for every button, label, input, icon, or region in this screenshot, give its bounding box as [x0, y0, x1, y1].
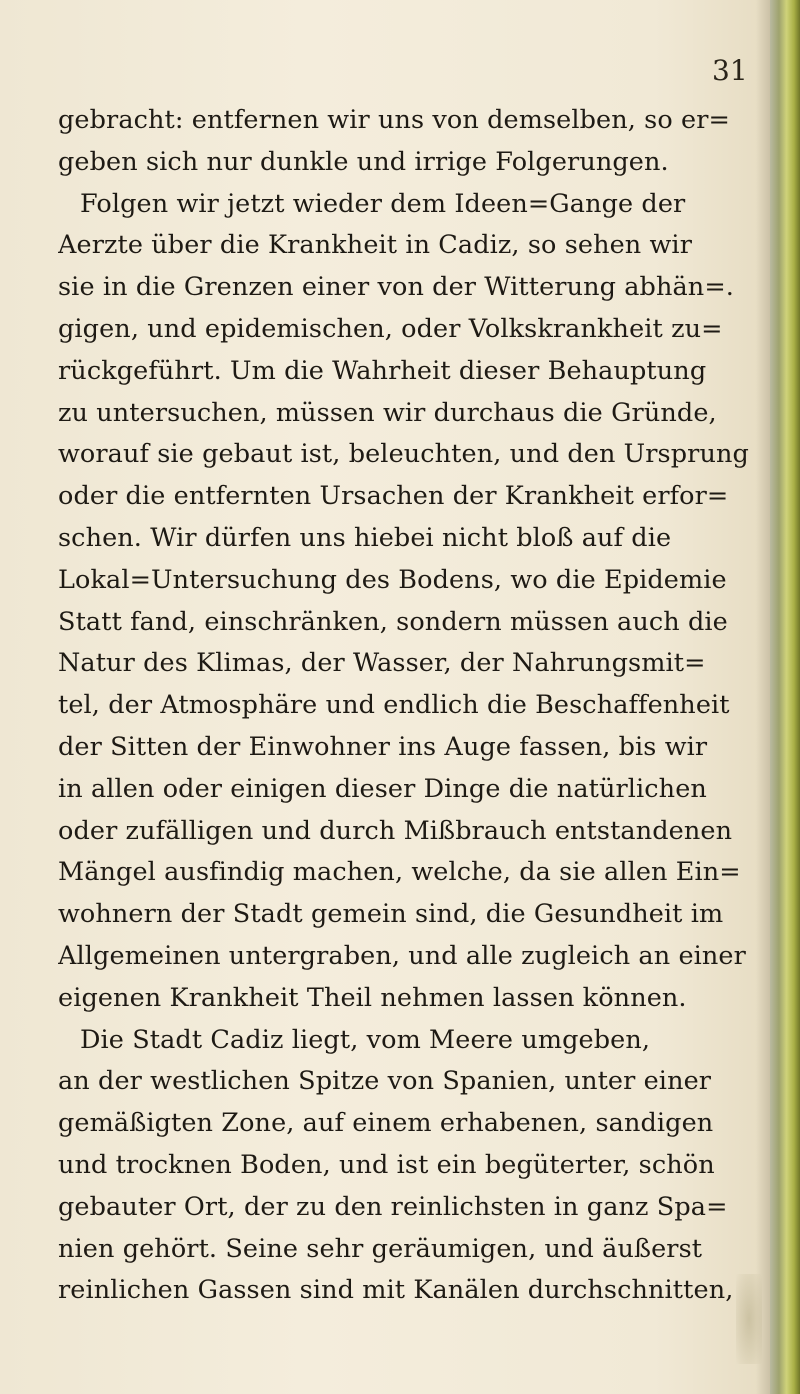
text-line: sie in die Grenzen einer von der Witterung abhän=.: [58, 272, 734, 303]
text-line: Allgemeinen untergraben, und alle zugleich an einer: [58, 940, 746, 971]
paper-stain: [736, 1274, 762, 1364]
text-line: oder die entfernten Ursachen der Krankheit erfor=: [58, 481, 729, 512]
text-line: Natur des Klimas, der Wasser, der Nahrungsmit=: [58, 648, 706, 679]
text-line: nien gehört. Seine sehr geräumigen, und äußerst: [58, 1233, 703, 1264]
text-line: Die Stadt Cadiz liegt, vom Meere umgeben,: [80, 1024, 651, 1055]
text-line: in allen oder einigen dieser Dinge die natürlichen: [58, 773, 707, 804]
text-line: gebracht: entfernen wir uns von demselben, so er=: [58, 105, 730, 135]
text-line: Statt fand, einschränken, sondern müssen auch die: [58, 606, 728, 637]
book-binding-edge: [770, 0, 800, 1394]
text-line: Folgen wir jetzt wieder dem Ideen=Gange der: [80, 188, 686, 219]
text-line: Aerzte über die Krankheit in Cadiz, so sehen wir: [58, 230, 692, 261]
text-line: geben sich nur dunkle und irrige Folgerungen.: [58, 146, 669, 177]
text-line: gebauter Ort, der zu den reinlichsten in ganz Spa=: [58, 1191, 728, 1222]
text-line: zu untersuchen, müssen wir durchaus die Gründe,: [58, 397, 717, 428]
text-line: gemäßigten Zone, auf einem erhabenen, sandigen: [58, 1108, 714, 1139]
text-line: Mängel ausfindig machen, welche, da sie allen Ein=: [58, 857, 741, 888]
text-line: wohnern der Stadt gemein sind, die Gesundheit im: [58, 899, 724, 930]
text-line: worauf sie gebaut ist, beleuchten, und den Ursprung: [58, 439, 749, 470]
text-line: der Sitten der Einwohner ins Auge fassen, bis wir: [58, 731, 708, 762]
text-line: tel, der Atmosphäre und endlich die Beschaffenheit: [58, 690, 730, 721]
text-line: rückgeführt. Um die Wahrheit dieser Behauptung: [58, 355, 707, 386]
text-line: oder zufälligen und durch Mißbrauch entstandenen: [58, 815, 733, 846]
page-number: 31: [712, 54, 748, 87]
text-line: schen. Wir dürfen uns hiebei nicht bloß auf die: [58, 522, 672, 553]
text-line: eigenen Krankheit Theil nehmen lassen können.: [58, 982, 687, 1013]
text-line: Lokal=Untersuchung des Bodens, wo die Epidemie: [58, 564, 727, 595]
text-line: reinlichen Gassen sind mit Kanälen durchschnitten,: [58, 1275, 734, 1306]
gutter-shadow: [756, 0, 770, 1394]
text-line: und trocknen Boden, und ist ein begüterter, schön: [58, 1149, 715, 1180]
text-line: gigen, und epidemischen, oder Volkskrankheit zu=: [58, 313, 723, 344]
body-text: [58, 100, 758, 1312]
text-line: an der westlichen Spitze von Spanien, unter einer: [58, 1066, 712, 1097]
